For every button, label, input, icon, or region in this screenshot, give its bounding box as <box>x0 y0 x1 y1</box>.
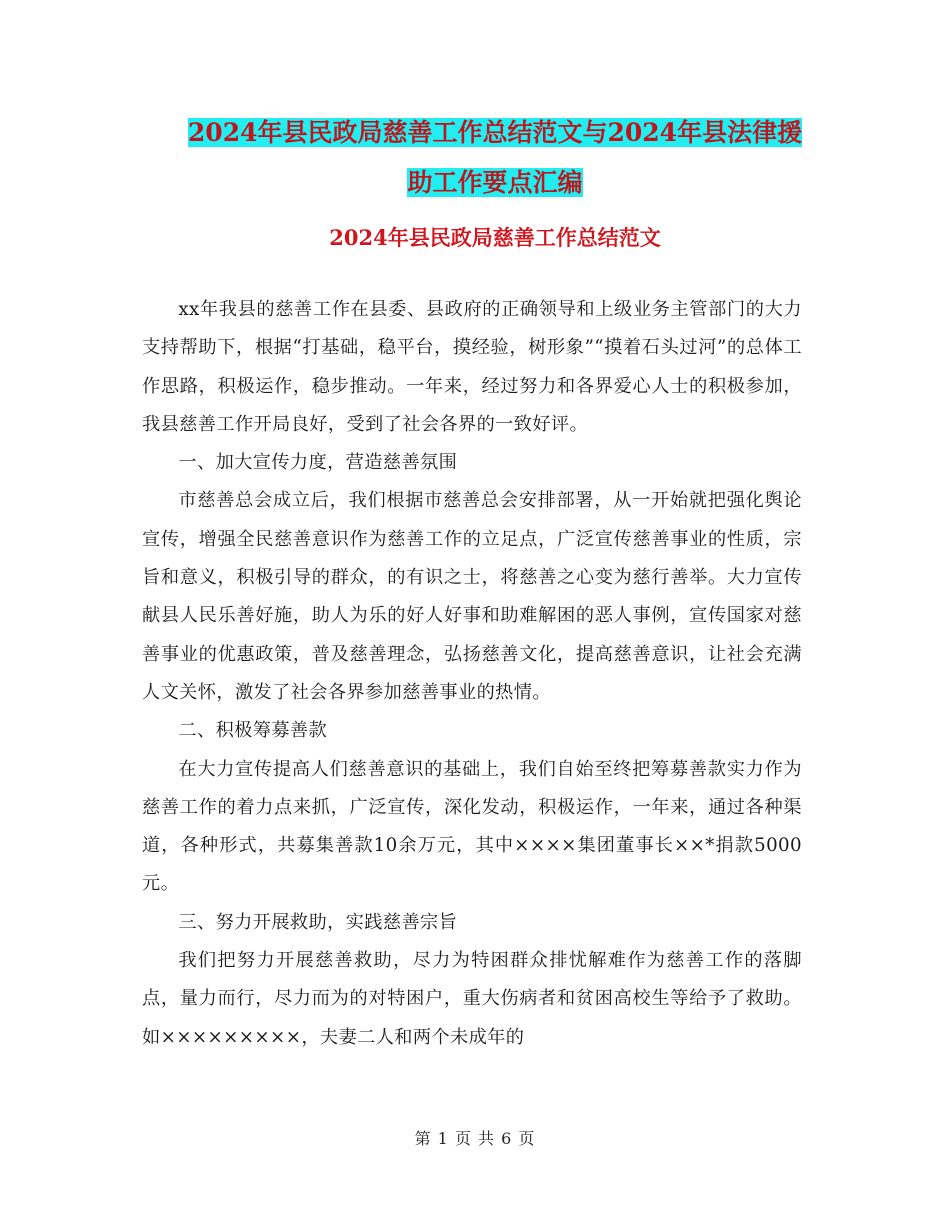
section-title: 2024年县民政局慈善工作总结范文 <box>329 225 661 250</box>
document-body <box>142 291 802 1057</box>
paragraph-section-1: 市慈善总会成立后，我们根据市慈善总会安排部署，从一开始就把强化舆论宣传，增强全民慈善意识作为慈善工作的立足点，广泛宣传慈善事业的性质，宗旨和意义，积极引导的群众，的有识之士，将慈善之心变为慈行善举。大力宣传献县人民乐善好施，助人为乐的好人好事和助难解困的恶人事例，宣传国家对慈善事业的优惠政策，普及慈善理念，弘扬慈善文化，提高慈善意识，让社会充满人文关怀，激发了社会各界参加慈善事业的热情。 <box>142 490 802 703</box>
heading-section-2: 二、积极筹募善款 <box>178 720 328 742</box>
heading-section-3: 三、努力开展救助，实践慈善宗旨 <box>178 911 458 933</box>
document-title-line-1: 2024年县民政局慈善工作总结范文与2024年县法律援 <box>187 118 803 147</box>
heading-section-1: 一、加大宣传力度，营造慈善氛围 <box>178 452 458 474</box>
paragraph-intro: xx年我县的慈善工作在县委、县政府的正确领导和上级业务主管部门的大力支持帮助下，根据“打基础，稳平台，摸经验，树形象”“摸着石头过河”的总体工作思路，积极运作，稳步推动。一年来，经过努力和各界爱心人士的积极参加，我县慈善工作开局良好，受到了社会各界的一致好评。 <box>142 299 802 435</box>
document-title-line-2: 助工作要点汇编 <box>407 168 583 197</box>
paragraph-section-2: 在大力宣传提高人们慈善意识的基础上，我们自始至终把筹募善款实力作为慈善工作的着力点来抓，广泛宣传，深化发动，积极运作，一年来，通过各种渠道，各种形式，共募集善款10余万元，其中××××集团董事长××*捐款5000元。 <box>142 758 802 895</box>
document-title <box>140 108 850 208</box>
paragraph-section-3: 我们把努力开展慈善救助，尽力为特困群众排忧解难作为慈善工作的落脚点，量力而行，尽力而为的对特困户，重大伤病者和贫困高校生等给予了救助。如×××××××××，夫妻二人和两个未成年的 <box>142 950 802 1048</box>
page-number-footer: 第 1 页 共 6 页 <box>414 1129 536 1148</box>
